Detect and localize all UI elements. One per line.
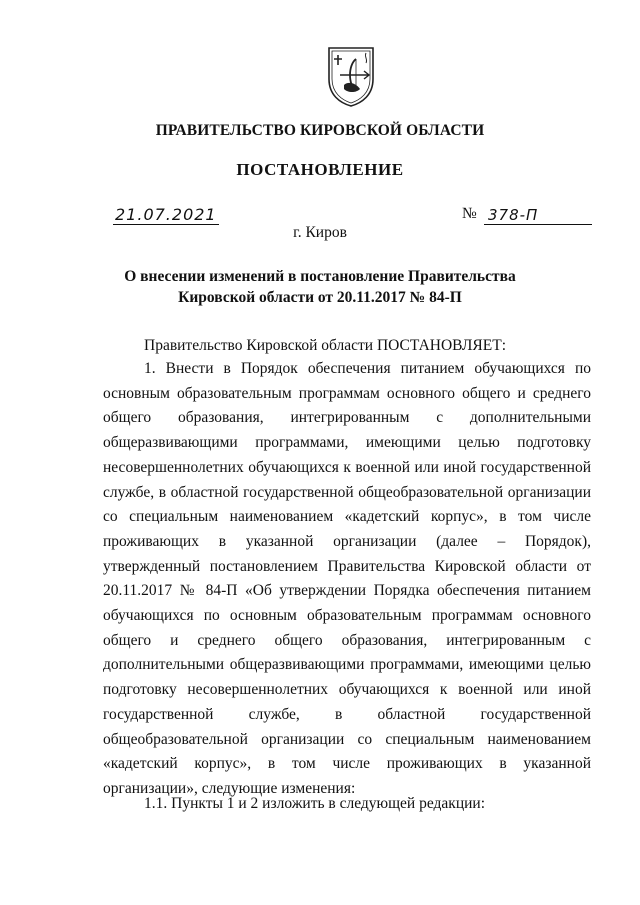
subpoint-1-1: 1.1. Пункты 1 и 2 изложить в следующей редакции: bbox=[144, 795, 486, 812]
number-value: 378-П bbox=[484, 206, 592, 225]
document-type: ПОСТАНОВЛЕНИЕ bbox=[236, 160, 404, 179]
paragraph-1 bbox=[103, 357, 591, 802]
subject-line: О внесении изменений в постановление Правительства bbox=[124, 268, 516, 285]
organization-title: ПРАВИТЕЛЬСТВО КИРОВСКОЙ ОБЛАСТИ bbox=[155, 122, 485, 139]
document-subject bbox=[0, 266, 640, 308]
kirov-coat-of-arms-icon bbox=[326, 45, 376, 107]
paragraph-1-text: 1. Внести в Порядок обеспечения питанием обучающихся по основным образовательным программам основного общего и среднего общего образования, интегрированным с дополнительными общеразвивающими программами, имеющими целью подготовку несовершеннолетних обучающихся к военной или иной государственной службе, в областной государственной общеобразовательной организации со специальным наименованием «кадетский корпус», в том числе проживающих в указанной организации (далее – Порядок), утвержденный постановлением Правительства Кировской области от 20.11.2017 № 84-П «Об утверждении Порядка обеспечения питанием обучающихся по основным образовательным программам основного общего и среднего общего образования, интегрированным с дополнительными общеразвивающими программами, имеющими целью подготовку несовершеннолетних обучающихся к военной или иной государственной службе, в областной государственной общеобразовательной организации со специальным наименованием «кадетский корпус», в том числе проживающих в указанной организации», следующие изменения: bbox=[103, 360, 591, 797]
decree-statement: Правительство Кировской области ПОСТАНОВЛЯЕТ: bbox=[144, 337, 507, 354]
document-city: г. Киров bbox=[293, 224, 347, 241]
document-number bbox=[462, 205, 590, 225]
document-date: 21.07.2021 bbox=[113, 206, 219, 225]
number-label: № bbox=[462, 205, 477, 222]
subject-line: Кировской области от 20.11.2017 № 84-П bbox=[178, 289, 462, 306]
